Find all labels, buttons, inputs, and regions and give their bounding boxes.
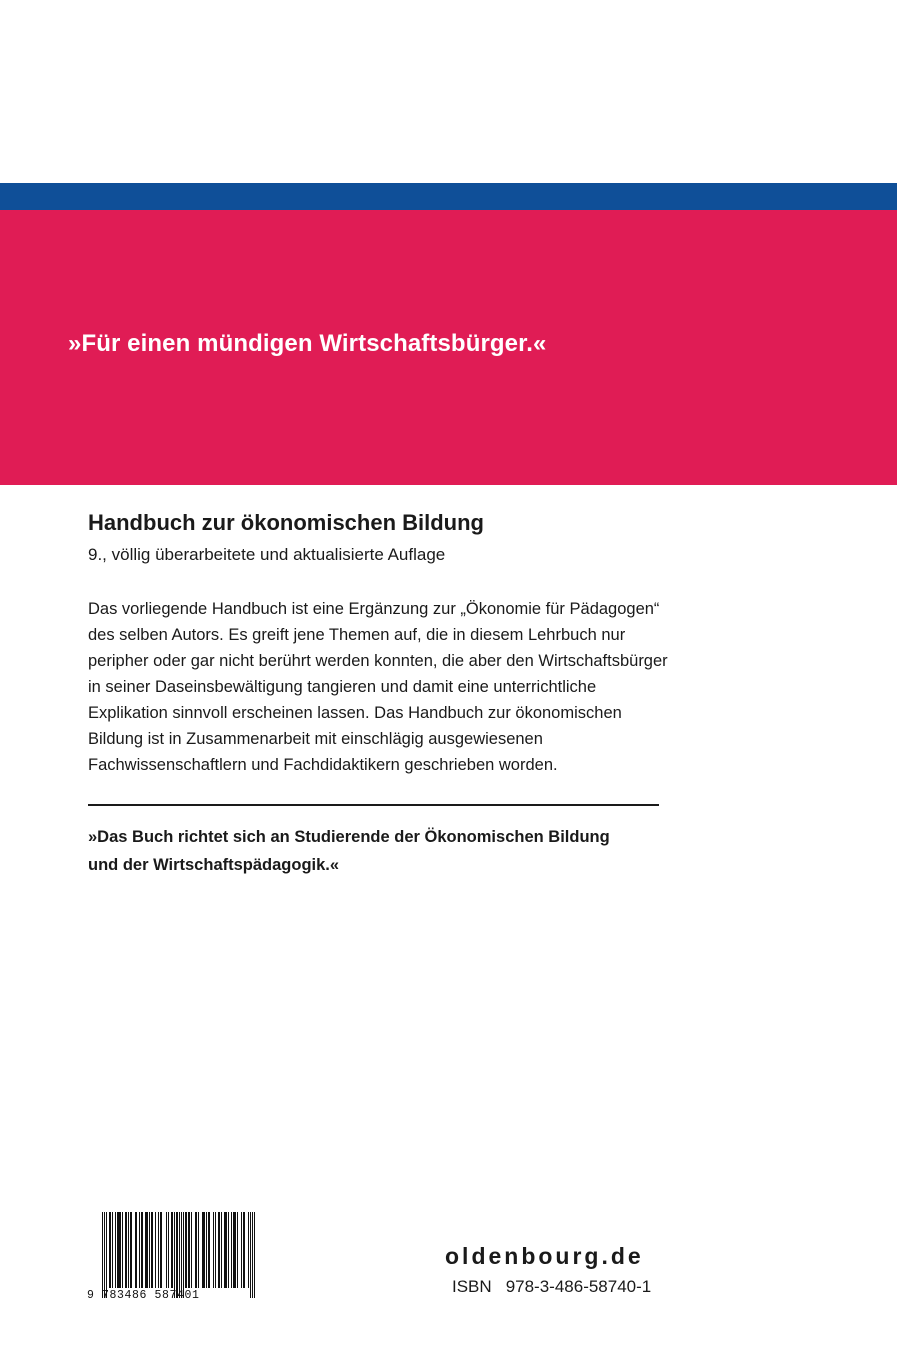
isbn-line — [452, 1277, 651, 1297]
barcode-bar — [254, 1212, 255, 1298]
barcode-bar — [213, 1212, 214, 1288]
barcode-bar — [243, 1212, 245, 1288]
barcode-bar — [202, 1212, 205, 1288]
isbn-label: ISBN — [452, 1277, 492, 1296]
barcode-bar — [252, 1212, 253, 1298]
barcode-bar — [112, 1212, 113, 1288]
barcode-bar — [191, 1212, 192, 1288]
barcode-bar — [160, 1212, 162, 1288]
barcode-bars — [102, 1212, 237, 1288]
barcode-bar — [188, 1212, 189, 1288]
isbn-barcode — [87, 1212, 237, 1314]
barcode-bar — [166, 1212, 167, 1288]
barcode-bar — [145, 1212, 148, 1288]
cover-tagline: »Für einen mündigen Wirtschaftsbürger.« — [68, 330, 547, 357]
barcode-bar — [248, 1212, 249, 1288]
barcode-bar — [176, 1212, 177, 1298]
book-description: Das vorliegende Handbuch ist eine Ergänzung zur „Ökonomie für Pädagogen“ des selben Autors. Es greift jene Themen auf, die in diesem Lehrbuch nur peripher oder gar nicht berührt werden konnten, die aber den Wirtschaftsbürger in seiner Daseinsbewältigung tangieren und damit eine unterrichtliche Explikation sinnvoll erscheinen lassen. Das Handbuch zur ökonomischen Bildung ist in Zusammenarbeit mit einschlägig ausgewiesenen Fachwissenschaftlern und Fachdidaktikern geschrieben worden. — [88, 600, 668, 774]
barcode-bar — [233, 1212, 235, 1288]
barcode-bar — [221, 1212, 222, 1288]
barcode-bar — [179, 1212, 180, 1298]
barcode-bar — [241, 1212, 242, 1288]
barcode-bar — [198, 1212, 199, 1288]
barcode-bar — [218, 1212, 220, 1288]
barcode-bar — [141, 1212, 142, 1288]
barcode-bar — [117, 1212, 120, 1288]
barcode-bar — [102, 1212, 103, 1298]
edition-subtitle: 9., völlig überarbeitete und aktualisierte Auflage — [88, 545, 446, 564]
barcode-bar — [206, 1212, 207, 1288]
publisher-website: oldenbourg.de — [445, 1243, 644, 1269]
barcode-bar — [181, 1212, 182, 1298]
barcode-bar — [149, 1212, 150, 1288]
isbn-number: 978-3-486-58740-1 — [505, 1277, 652, 1296]
barcode-bar — [228, 1212, 229, 1288]
barcode-bar — [155, 1212, 156, 1288]
barcode-bar — [195, 1212, 197, 1288]
divider-rule — [88, 804, 659, 806]
barcode-bar — [122, 1212, 123, 1288]
barcode-bar — [151, 1212, 153, 1288]
barcode-bar — [215, 1212, 216, 1288]
barcode-bar — [224, 1212, 227, 1288]
barcode-bar — [109, 1212, 111, 1288]
barcode-bar — [168, 1212, 169, 1288]
barcode-bar — [185, 1212, 187, 1288]
barcode-bar — [106, 1212, 107, 1298]
barcode-bar — [231, 1212, 232, 1288]
barcode-bar — [135, 1212, 137, 1288]
barcode-bar — [158, 1212, 159, 1288]
barcode-bar — [174, 1212, 175, 1298]
barcode-bar — [104, 1212, 105, 1298]
barcode-bar — [208, 1212, 210, 1288]
barcode-bar — [171, 1212, 173, 1288]
audience-quote-line-1: »Das Buch richtet sich an Studierende der Ökonomischen Bildung — [88, 828, 610, 846]
barcode-digits: 9 783486 587401 — [87, 1289, 200, 1302]
barcode-bar — [125, 1212, 127, 1288]
audience-quote — [88, 823, 668, 879]
barcode-bar — [237, 1212, 238, 1288]
audience-quote-line-2: und der Wirtschaftspädagogik.« — [88, 856, 340, 874]
barcode-bar — [250, 1212, 251, 1298]
blue-stripe — [0, 183, 897, 210]
barcode-bar — [115, 1212, 116, 1288]
barcode-bar — [183, 1212, 184, 1298]
book-title: Handbuch zur ökonomischen Bildung — [88, 510, 484, 535]
barcode-bar — [139, 1212, 140, 1288]
barcode-bar — [128, 1212, 129, 1288]
barcode-bar — [130, 1212, 131, 1288]
